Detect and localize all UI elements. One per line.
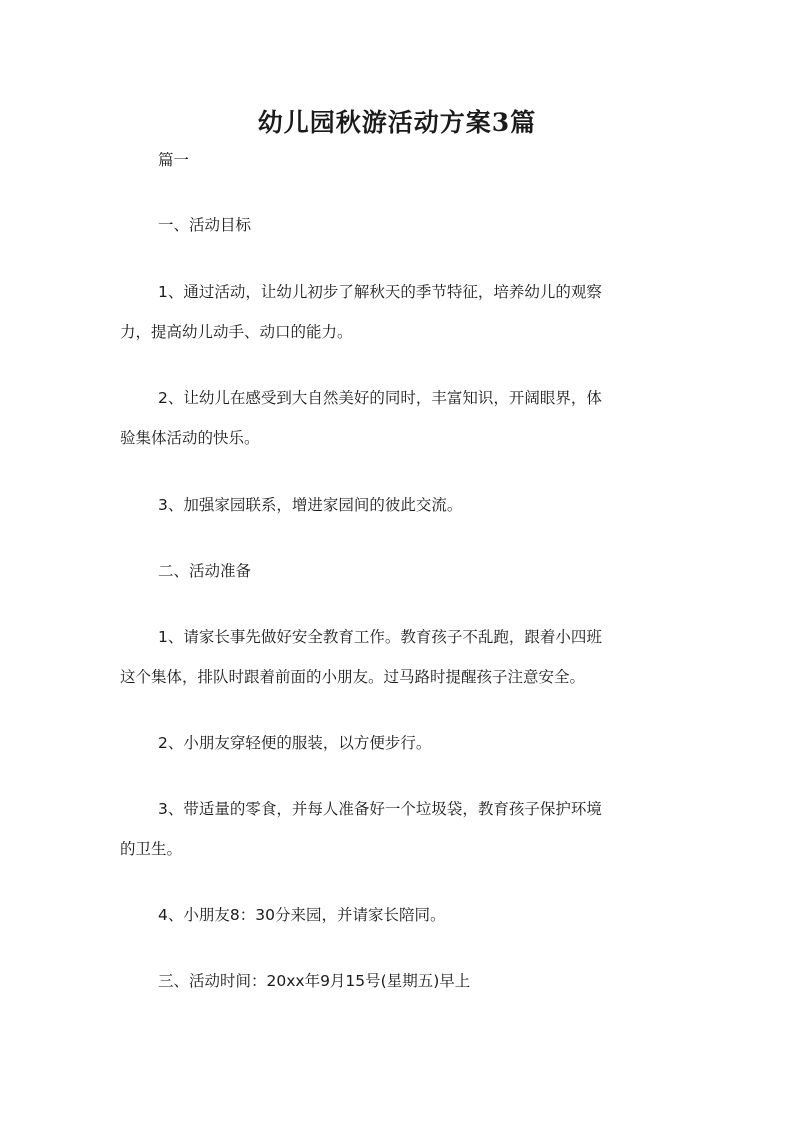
paragraph-line: 力，提高幼儿动手、动口的能力。: [120, 323, 353, 341]
document-title: 幼儿园秋游活动方案3篇: [257, 108, 537, 137]
section-heading-goals: 一、活动目标: [158, 216, 252, 234]
paragraph-line: 1、请家长事先做好安全教育工作。教育孩子不乱跑，跟着小四班: [158, 628, 602, 646]
paragraph-line: 1、通过活动，让幼儿初步了解秋天的季节特征，培养幼儿的观察: [158, 283, 602, 301]
paragraph-line: 2、让幼儿在感受到大自然美好的同时，丰富知识，开阔眼界，体: [158, 389, 602, 407]
paragraph-line: 3、加强家园联系，增进家园间的彼此交流。: [158, 496, 463, 514]
paragraph-line: 的卫生。: [120, 840, 183, 858]
paragraph-line: 这个集体，排队时跟着前面的小朋友。过马路时提醒孩子注意安全。: [120, 668, 586, 686]
paragraph-line: 2、小朋友穿轻便的服装，以方便步行。: [158, 734, 432, 752]
paragraph-line: 4、小朋友8：30分来园，并请家长陪同。: [158, 906, 446, 924]
paragraph-line: 3、带适量的零食，并每人准备好一个垃圾袋，教育孩子保护环境: [158, 800, 602, 818]
section-heading-preparation: 二、活动准备: [158, 562, 252, 580]
section-heading-time: 三、活动时间：20xx年9月15号(星期五)早上: [158, 972, 471, 990]
section-heading-part-one: 篇一: [158, 151, 190, 169]
paragraph-line: 验集体活动的快乐。: [120, 429, 260, 447]
